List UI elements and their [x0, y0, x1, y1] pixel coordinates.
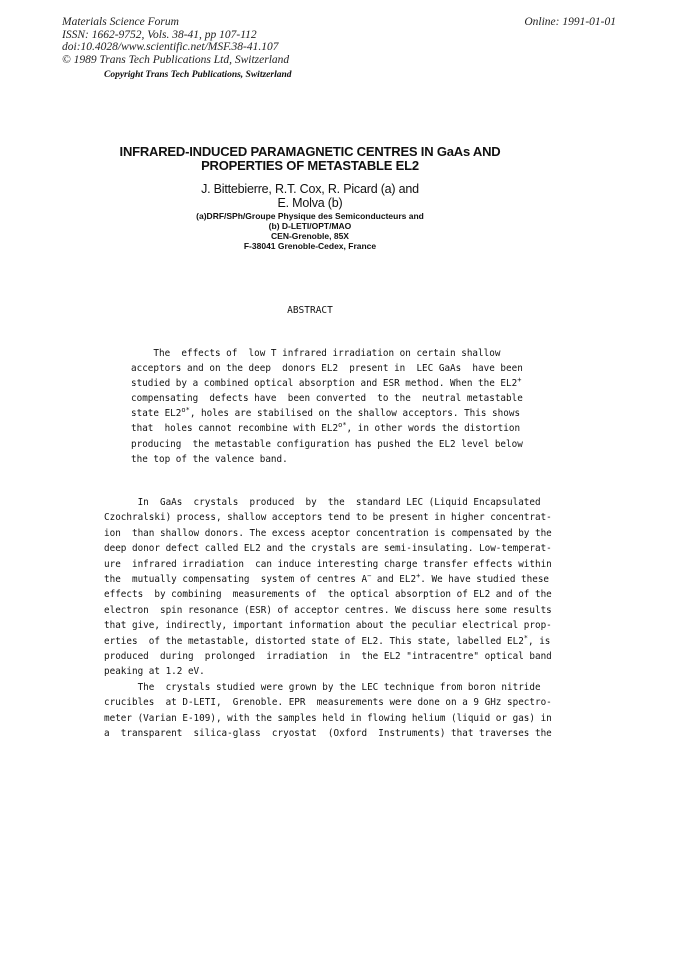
superscript: +: [416, 571, 421, 580]
abstract-line: state $EL2^{o*}$, holes are stabilised on the shallow acceptors. This shows: [131, 406, 521, 420]
abstract-line: that holes cannot recombine with $EL2^{o*}$, in other words the distortion: [131, 421, 521, 435]
abstract-line: compensating defects have been converted to the neutral metastable: [131, 393, 523, 405]
author-list: [150, 183, 470, 210]
body-line: crucibles at D-LETI, Grenoble. EPR measurements were done on a 9 GHz spectro-: [104, 697, 552, 709]
publication-metadata: [62, 16, 289, 66]
body-line: ion than shallow donors. The excess aceptor concentration is compensated by the: [104, 527, 552, 539]
superscript: o*: [181, 406, 190, 415]
abstract-heading: ABSTRACT: [287, 305, 333, 316]
body-line: electron spin resonance (ESR) of acceptor centres. We discuss here some results: [104, 604, 552, 616]
body-line: erties of the metastable, distorted state of EL2. This state, labelled EL2*, is: [104, 633, 551, 647]
body-line: the mutually compensating system of centres A− and EL2+. We have studied these: [104, 571, 550, 586]
copyright-line: © 1989 Trans Tech Publications Ltd, Switzerland: [62, 53, 290, 66]
doi-line: doi:10.4028/www.scientific.net/MSF.38-41.107: [62, 41, 279, 53]
body-line: produced during prolonged irradiation in the EL2 "intracentre" optical band: [104, 651, 552, 663]
issn-line: ISSN: 1662-9752, Vols. 38-41, pp 107-112: [62, 28, 257, 41]
affiliation-block: [150, 211, 470, 251]
body-line: a transparent silica-glass cryostat (Oxford Instruments) that traverses the: [104, 728, 552, 740]
body-line: In GaAs crystals produced by the standard LEC (Liquid Encapsulated: [104, 497, 541, 508]
body-line: ure infrared irradiation can induce interesting charge transfer effects within: [104, 558, 552, 570]
body-line: meter (Varian E-109), with the samples held in flowing helium (liquid or gas) in: [104, 712, 552, 724]
body-line: The crystals studied were grown by the LEC technique from boron nitride: [104, 681, 541, 693]
introduction-body: [104, 495, 552, 742]
affiliation-line-4: F-38041 Grenoble-Cedex, France: [243, 241, 377, 251]
affiliation-line-2: (b) D-LETI/OPT/MAO: [268, 221, 352, 231]
journal-name: Materials Science Forum: [62, 16, 179, 28]
superscript: −: [367, 571, 372, 580]
affiliation-line-3: CEN-Grenoble, 85X: [271, 231, 349, 241]
print-copyright: Copyright Trans Tech Publications, Switzerland: [104, 70, 292, 80]
authors-line-2: E. Molva (b): [277, 195, 343, 210]
body-line: effects by combining measurements of the optical absorption of EL2 and of the: [104, 589, 552, 601]
abstract-line: the top of the valence band.: [131, 453, 288, 465]
superscript: *: [523, 633, 529, 642]
superscript: o*: [338, 421, 347, 430]
online-date: Online: 1991-01-01: [524, 16, 616, 28]
affiliation-line-1: (a)DRF/SPh/Groupe Physique des Semiconducteurs and: [196, 211, 424, 221]
abstract-line: acceptors and on the deep donors EL2 present in LEC GaAs have been: [131, 363, 523, 375]
abstract-line: producing the metastable configuration has pushed the EL2 level below: [131, 438, 523, 450]
authors-line-1: J. Bittebierre, R.T. Cox, R. Picard (a) and: [201, 182, 419, 196]
superscript: +: [517, 376, 522, 385]
body-line: Czochralski) process, shallow acceptors tend to be present in higher concentrat-: [104, 512, 552, 524]
body-line: that give, indirectly, important information about the peculiar electrical prop-: [104, 620, 552, 632]
body-line: deep donor defect called EL2 and the crystals are semi-insulating. Low-temperat-: [104, 543, 552, 555]
abstract-body: [131, 346, 523, 467]
body-line: peaking at 1.2 eV.: [104, 666, 205, 678]
title-line-2: PROPERTIES OF METASTABLE EL2: [201, 158, 419, 173]
abstract-line: studied by a combined optical absorption and ESR method. When the EL2+: [131, 376, 522, 390]
paper-title: [100, 145, 520, 173]
title-line-1: INFRARED-INDUCED PARAMAGNETIC CENTRES IN GaAs AND: [119, 144, 501, 159]
abstract-line: The effects of low T infrared irradiation on certain shallow: [131, 348, 501, 359]
